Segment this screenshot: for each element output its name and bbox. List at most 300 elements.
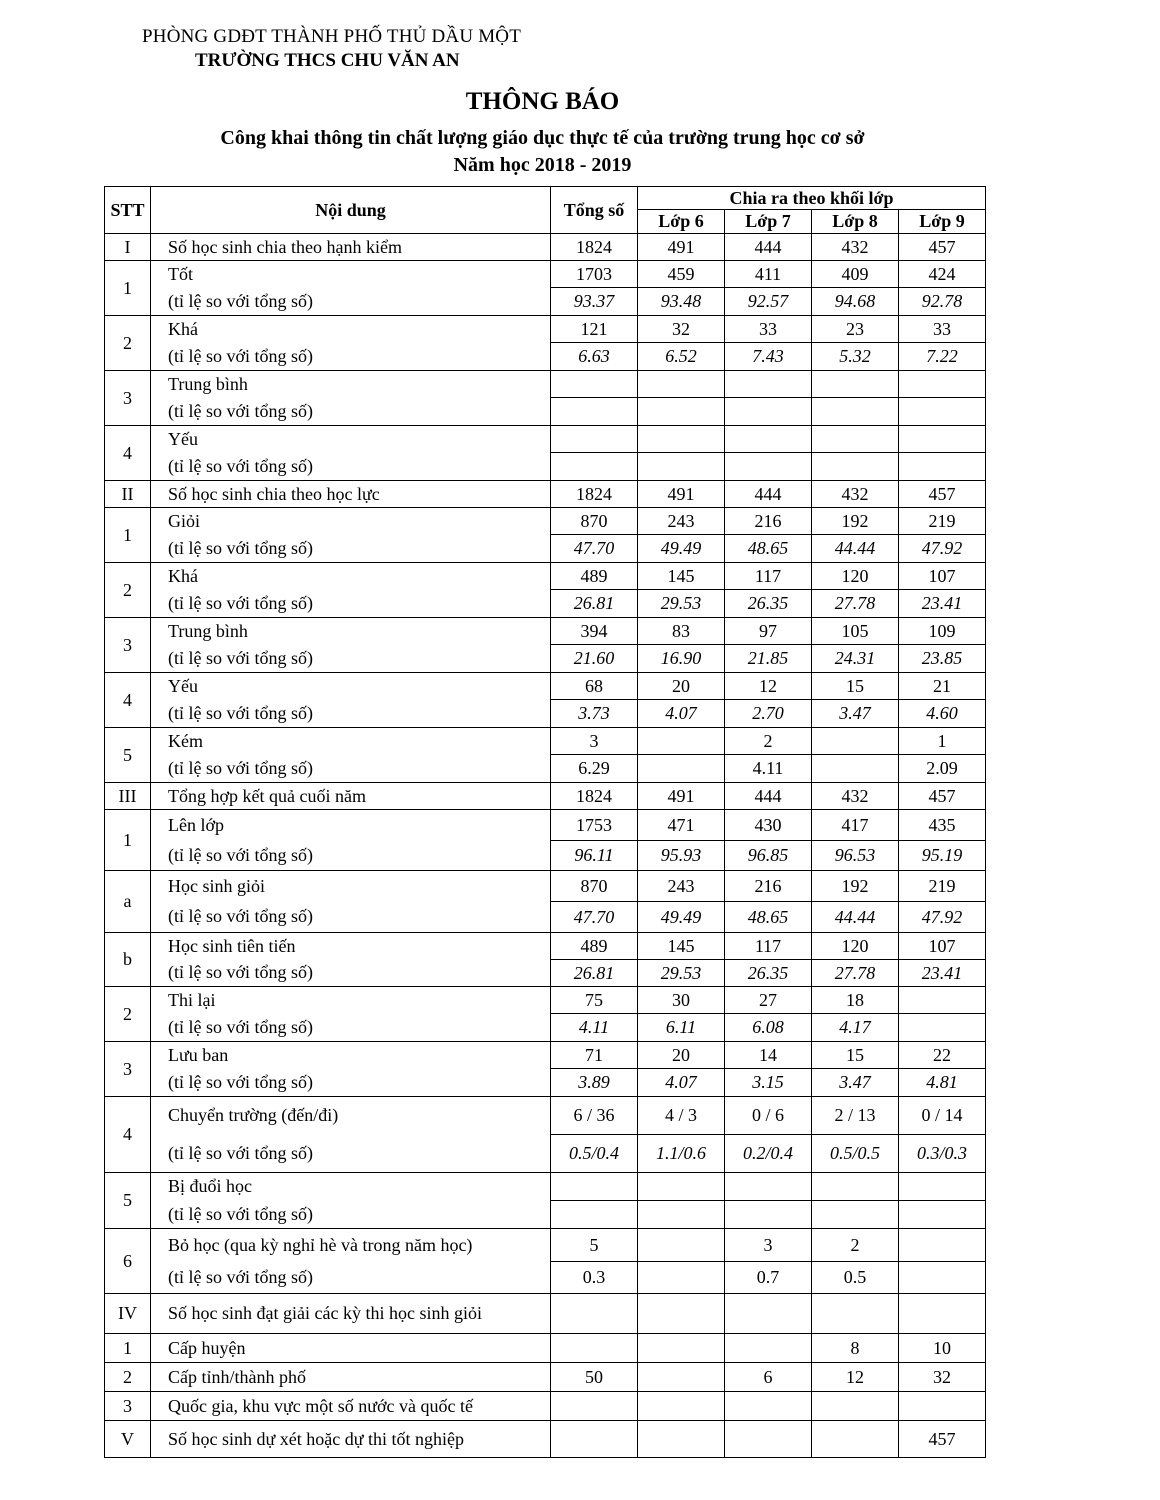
row-value bbox=[899, 987, 986, 1014]
section-row bbox=[105, 783, 986, 810]
row-value: 192 bbox=[812, 508, 899, 535]
row-value: 23 bbox=[812, 316, 899, 343]
row-ratio-value bbox=[551, 398, 638, 426]
row-value bbox=[725, 1334, 812, 1363]
row-stt: 3 bbox=[105, 371, 151, 426]
table-row-ratio bbox=[105, 960, 986, 987]
row-value: 411 bbox=[725, 261, 812, 288]
row-value: 30 bbox=[638, 987, 725, 1014]
row-value: 5 bbox=[551, 1229, 638, 1262]
table-row-ratio bbox=[105, 1135, 986, 1173]
row-label: Tốt bbox=[151, 261, 551, 288]
row-ratio-value bbox=[551, 453, 638, 481]
row-stt: III bbox=[105, 783, 151, 810]
row-stt: 1 bbox=[105, 508, 151, 563]
table-row-ratio bbox=[105, 1262, 986, 1294]
row-value: 117 bbox=[725, 563, 812, 590]
table-row bbox=[105, 728, 986, 755]
row-value bbox=[812, 1294, 899, 1334]
table-row-ratio bbox=[105, 1069, 986, 1097]
table-row bbox=[105, 871, 986, 902]
row-ratio-label: (tỉ lệ so với tổng số) bbox=[151, 841, 551, 871]
row-value bbox=[899, 1173, 986, 1201]
row-ratio-value: 47.92 bbox=[899, 535, 986, 563]
row-value: 117 bbox=[725, 933, 812, 960]
row-ratio-value: 29.53 bbox=[638, 590, 725, 618]
row-value: 491 bbox=[638, 481, 725, 508]
row-stt: 3 bbox=[105, 1042, 151, 1097]
table-row bbox=[105, 618, 986, 645]
row-ratio-value: 3.89 bbox=[551, 1069, 638, 1097]
row-value bbox=[812, 1392, 899, 1421]
row-label: Kém bbox=[151, 728, 551, 755]
row-value: 444 bbox=[725, 783, 812, 810]
row-ratio-value: 0.2/0.4 bbox=[725, 1135, 812, 1173]
table-body bbox=[105, 234, 986, 1458]
row-ratio-value: 49.49 bbox=[638, 902, 725, 933]
row-value: 432 bbox=[812, 481, 899, 508]
statistics-table bbox=[104, 186, 986, 1458]
row-value: 97 bbox=[725, 618, 812, 645]
row-ratio-value: 1.1/0.6 bbox=[638, 1135, 725, 1173]
row-value: 15 bbox=[812, 1042, 899, 1069]
table-row-ratio bbox=[105, 755, 986, 783]
row-value bbox=[551, 1392, 638, 1421]
row-ratio-value: 93.37 bbox=[551, 288, 638, 316]
row-value: 444 bbox=[725, 481, 812, 508]
row-value: 6 bbox=[725, 1363, 812, 1392]
row-ratio-value: 4.81 bbox=[899, 1069, 986, 1097]
row-ratio-value: 47.92 bbox=[899, 902, 986, 933]
row-label: Bỏ học (qua kỳ nghỉ hè và trong năm học) bbox=[151, 1229, 551, 1262]
row-ratio-value: 26.81 bbox=[551, 960, 638, 987]
row-value: 68 bbox=[551, 673, 638, 700]
row-ratio-value: 95.19 bbox=[899, 841, 986, 871]
section-label: Số học sinh đạt giải các kỳ thi học sinh giỏi bbox=[151, 1294, 551, 1334]
row-value bbox=[899, 1392, 986, 1421]
row-label: Trung bình bbox=[151, 618, 551, 645]
row-value: 489 bbox=[551, 933, 638, 960]
row-ratio-value: 2.09 bbox=[899, 755, 986, 783]
row-value bbox=[725, 1392, 812, 1421]
row-value: 1824 bbox=[551, 481, 638, 508]
section-row bbox=[105, 1294, 986, 1334]
row-ratio-value bbox=[638, 755, 725, 783]
row-value: 219 bbox=[899, 871, 986, 902]
row-ratio-label: (tỉ lệ so với tổng số) bbox=[151, 700, 551, 728]
row-ratio-value: 92.78 bbox=[899, 288, 986, 316]
row-value: 430 bbox=[725, 810, 812, 841]
row-ratio-value: 27.78 bbox=[812, 590, 899, 618]
row-value bbox=[812, 1173, 899, 1201]
row-value: 10 bbox=[899, 1334, 986, 1363]
document-subtitle: Công khai thông tin chất lượng giáo dục thực tế của trường trung học cơ sở bbox=[220, 127, 865, 149]
row-ratio-value bbox=[725, 398, 812, 426]
row-label: Thi lại bbox=[151, 987, 551, 1014]
row-value: 457 bbox=[899, 783, 986, 810]
row-ratio-label: (tỉ lệ so với tổng số) bbox=[151, 902, 551, 933]
row-value bbox=[812, 371, 899, 398]
row-ratio-label: (tỉ lệ so với tổng số) bbox=[151, 1135, 551, 1173]
row-ratio-value bbox=[899, 1201, 986, 1229]
row-stt: 4 bbox=[105, 1097, 151, 1173]
row-ratio-value: 96.11 bbox=[551, 841, 638, 871]
row-label: Khá bbox=[151, 316, 551, 343]
row-label: Yếu bbox=[151, 426, 551, 453]
row-label: Trung bình bbox=[151, 371, 551, 398]
row-ratio-value: 3.15 bbox=[725, 1069, 812, 1097]
row-ratio-value: 93.48 bbox=[638, 288, 725, 316]
row-value bbox=[638, 1334, 725, 1363]
row-value: 12 bbox=[812, 1363, 899, 1392]
row-ratio-value: 29.53 bbox=[638, 960, 725, 987]
row-ratio-value: 6.52 bbox=[638, 343, 725, 371]
row-ratio-value: 3.73 bbox=[551, 700, 638, 728]
table-row bbox=[105, 426, 986, 453]
row-ratio-value: 44.44 bbox=[812, 535, 899, 563]
row-label: Yếu bbox=[151, 673, 551, 700]
row-ratio-value bbox=[638, 1201, 725, 1229]
row-ratio-value: 21.85 bbox=[725, 645, 812, 673]
row-value: 14 bbox=[725, 1042, 812, 1069]
row-ratio-value: 0.3 bbox=[551, 1262, 638, 1294]
row-value bbox=[899, 371, 986, 398]
row-ratio-value: 26.81 bbox=[551, 590, 638, 618]
row-ratio-value: 96.53 bbox=[812, 841, 899, 871]
row-label: Giỏi bbox=[151, 508, 551, 535]
table-row bbox=[105, 1173, 986, 1201]
row-ratio-value: 6.11 bbox=[638, 1014, 725, 1042]
row-value: 435 bbox=[899, 810, 986, 841]
row-value: 489 bbox=[551, 563, 638, 590]
row-ratio-value: 4.07 bbox=[638, 700, 725, 728]
row-value: 216 bbox=[725, 871, 812, 902]
row-ratio-value bbox=[551, 1201, 638, 1229]
section-label: Số học sinh chia theo học lực bbox=[151, 481, 551, 508]
row-value: 3 bbox=[725, 1229, 812, 1262]
department-name: PHÒNG GDĐT THÀNH PHỐ THỦ DẦU MỘT bbox=[142, 26, 522, 47]
row-value: 870 bbox=[551, 871, 638, 902]
header-grade: Lớp 8 bbox=[812, 210, 899, 234]
row-ratio-value: 7.22 bbox=[899, 343, 986, 371]
row-stt: a bbox=[105, 871, 151, 933]
row-stt: 2 bbox=[105, 987, 151, 1042]
row-value: 243 bbox=[638, 508, 725, 535]
row-value bbox=[638, 371, 725, 398]
header-grade: Lớp 7 bbox=[725, 210, 812, 234]
row-ratio-value bbox=[899, 453, 986, 481]
table-row bbox=[105, 673, 986, 700]
table-row bbox=[105, 1363, 986, 1392]
row-stt: 5 bbox=[105, 728, 151, 783]
row-ratio-label: (tỉ lệ so với tổng số) bbox=[151, 1069, 551, 1097]
row-value: 457 bbox=[899, 1421, 986, 1458]
row-value bbox=[812, 426, 899, 453]
table-row-ratio bbox=[105, 841, 986, 871]
row-label: Học sinh giỏi bbox=[151, 871, 551, 902]
table-row-ratio bbox=[105, 902, 986, 933]
section-label: Tổng hợp kết quả cuối năm bbox=[151, 783, 551, 810]
row-ratio-label: (tỉ lệ so với tổng số) bbox=[151, 590, 551, 618]
row-label: Chuyển trường (đến/đi) bbox=[151, 1097, 551, 1135]
row-value bbox=[812, 1421, 899, 1458]
row-value: 75 bbox=[551, 987, 638, 1014]
row-ratio-value: 0.7 bbox=[725, 1262, 812, 1294]
row-value: 50 bbox=[551, 1363, 638, 1392]
section-row bbox=[105, 1421, 986, 1458]
row-value: 27 bbox=[725, 987, 812, 1014]
row-ratio-value bbox=[899, 1262, 986, 1294]
row-value: 424 bbox=[899, 261, 986, 288]
row-ratio-value: 48.65 bbox=[725, 535, 812, 563]
table-row-ratio bbox=[105, 1014, 986, 1042]
row-value: 2 bbox=[725, 728, 812, 755]
row-label: Khá bbox=[151, 563, 551, 590]
row-ratio-value: 23.85 bbox=[899, 645, 986, 673]
row-stt: 2 bbox=[105, 1363, 151, 1392]
row-ratio-value: 4.17 bbox=[812, 1014, 899, 1042]
row-value: 1824 bbox=[551, 783, 638, 810]
row-value: 870 bbox=[551, 508, 638, 535]
row-stt: b bbox=[105, 933, 151, 987]
row-value bbox=[551, 426, 638, 453]
row-ratio-label: (tỉ lệ so với tổng số) bbox=[151, 288, 551, 316]
row-ratio-value: 95.93 bbox=[638, 841, 725, 871]
section-row bbox=[105, 234, 986, 261]
row-value: 120 bbox=[812, 933, 899, 960]
row-ratio-value: 26.35 bbox=[725, 590, 812, 618]
row-stt: 4 bbox=[105, 673, 151, 728]
row-value: 457 bbox=[899, 481, 986, 508]
row-value: 22 bbox=[899, 1042, 986, 1069]
row-ratio-value: 21.60 bbox=[551, 645, 638, 673]
row-value bbox=[638, 1392, 725, 1421]
row-value: 432 bbox=[812, 234, 899, 261]
row-ratio-value bbox=[812, 398, 899, 426]
row-ratio-value: 2.70 bbox=[725, 700, 812, 728]
row-ratio-value: 0.3/0.3 bbox=[899, 1135, 986, 1173]
row-ratio-label: (tỉ lệ so với tổng số) bbox=[151, 1201, 551, 1229]
row-value: 1824 bbox=[551, 234, 638, 261]
row-value: 15 bbox=[812, 673, 899, 700]
row-value: 491 bbox=[638, 234, 725, 261]
table-row-ratio bbox=[105, 1201, 986, 1229]
row-ratio-value: 4.11 bbox=[725, 755, 812, 783]
header-grade: Lớp 9 bbox=[899, 210, 986, 234]
row-value: 109 bbox=[899, 618, 986, 645]
table-row bbox=[105, 261, 986, 288]
table-row-ratio bbox=[105, 398, 986, 426]
row-value: 3 bbox=[551, 728, 638, 755]
row-value: 459 bbox=[638, 261, 725, 288]
table-row bbox=[105, 1097, 986, 1135]
row-ratio-value: 7.43 bbox=[725, 343, 812, 371]
row-value bbox=[725, 426, 812, 453]
row-ratio-label: (tỉ lệ so với tổng số) bbox=[151, 645, 551, 673]
table-row bbox=[105, 316, 986, 343]
row-value: 12 bbox=[725, 673, 812, 700]
row-ratio-value bbox=[812, 453, 899, 481]
row-value bbox=[551, 371, 638, 398]
row-ratio-value bbox=[638, 453, 725, 481]
row-ratio-value: 16.90 bbox=[638, 645, 725, 673]
row-ratio-value: 44.44 bbox=[812, 902, 899, 933]
row-stt: II bbox=[105, 481, 151, 508]
row-value: 20 bbox=[638, 673, 725, 700]
row-stt: I bbox=[105, 234, 151, 261]
row-label: Lên lớp bbox=[151, 810, 551, 841]
row-ratio-value: 23.41 bbox=[899, 590, 986, 618]
row-ratio-value: 0.5/0.4 bbox=[551, 1135, 638, 1173]
row-label: Bị đuổi học bbox=[151, 1173, 551, 1201]
table-row-ratio bbox=[105, 645, 986, 673]
row-value bbox=[812, 728, 899, 755]
row-ratio-value: 26.35 bbox=[725, 960, 812, 987]
row-ratio-value bbox=[812, 1201, 899, 1229]
row-ratio-value: 48.65 bbox=[725, 902, 812, 933]
table-row-ratio bbox=[105, 288, 986, 316]
table-row bbox=[105, 1392, 986, 1421]
row-value bbox=[638, 426, 725, 453]
table-row bbox=[105, 1042, 986, 1069]
row-stt: 4 bbox=[105, 426, 151, 481]
row-value: 33 bbox=[725, 316, 812, 343]
row-value: 1 bbox=[899, 728, 986, 755]
row-value: 4 / 3 bbox=[638, 1097, 725, 1135]
row-value: 417 bbox=[812, 810, 899, 841]
row-label: Cấp huyện bbox=[151, 1334, 551, 1363]
row-ratio-value: 47.70 bbox=[551, 535, 638, 563]
row-ratio-value: 0.5/0.5 bbox=[812, 1135, 899, 1173]
row-value bbox=[638, 728, 725, 755]
row-ratio-value: 23.41 bbox=[899, 960, 986, 987]
row-stt: 1 bbox=[105, 1334, 151, 1363]
row-value: 145 bbox=[638, 563, 725, 590]
row-value: 0 / 14 bbox=[899, 1097, 986, 1135]
row-ratio-value: 3.47 bbox=[812, 1069, 899, 1097]
header-total: Tổng số bbox=[551, 187, 638, 234]
section-label: Số học sinh dự xét hoặc dự thi tốt nghiệp bbox=[151, 1421, 551, 1458]
row-ratio-label: (tỉ lệ so với tổng số) bbox=[151, 453, 551, 481]
table-row-ratio bbox=[105, 453, 986, 481]
row-value bbox=[899, 426, 986, 453]
table-row-ratio bbox=[105, 590, 986, 618]
row-label: Cấp tỉnh/thành phố bbox=[151, 1363, 551, 1392]
row-stt: 3 bbox=[105, 618, 151, 673]
row-stt: 1 bbox=[105, 261, 151, 316]
row-stt: V bbox=[105, 1421, 151, 1458]
row-value: 243 bbox=[638, 871, 725, 902]
row-stt: 1 bbox=[105, 810, 151, 871]
row-value bbox=[638, 1363, 725, 1392]
header-content: Nội dung bbox=[151, 187, 551, 234]
row-ratio-value bbox=[812, 755, 899, 783]
row-value: 6 / 36 bbox=[551, 1097, 638, 1135]
row-label: Lưu ban bbox=[151, 1042, 551, 1069]
table-row bbox=[105, 810, 986, 841]
row-ratio-label: (tỉ lệ so với tổng số) bbox=[151, 398, 551, 426]
row-ratio-value: 24.31 bbox=[812, 645, 899, 673]
row-ratio-label: (tỉ lệ so với tổng số) bbox=[151, 1014, 551, 1042]
row-ratio-label: (tỉ lệ so với tổng số) bbox=[151, 960, 551, 987]
row-ratio-value: 4.11 bbox=[551, 1014, 638, 1042]
row-value bbox=[638, 1421, 725, 1458]
row-ratio-value bbox=[638, 1262, 725, 1294]
row-ratio-label: (tỉ lệ so với tổng số) bbox=[151, 343, 551, 371]
row-value: 471 bbox=[638, 810, 725, 841]
row-ratio-label: (tỉ lệ so với tổng số) bbox=[151, 755, 551, 783]
row-ratio-value: 92.57 bbox=[725, 288, 812, 316]
row-value: 107 bbox=[899, 563, 986, 590]
row-value: 216 bbox=[725, 508, 812, 535]
row-value bbox=[551, 1173, 638, 1201]
row-value: 33 bbox=[899, 316, 986, 343]
row-value: 394 bbox=[551, 618, 638, 645]
row-value bbox=[638, 1294, 725, 1334]
row-value: 2 / 13 bbox=[812, 1097, 899, 1135]
row-value: 2 bbox=[812, 1229, 899, 1262]
row-ratio-value: 4.60 bbox=[899, 700, 986, 728]
row-ratio-value: 0.5 bbox=[812, 1262, 899, 1294]
row-ratio-label: (tỉ lệ so với tổng số) bbox=[151, 535, 551, 563]
table-row-ratio bbox=[105, 700, 986, 728]
row-value: 1753 bbox=[551, 810, 638, 841]
row-value: 409 bbox=[812, 261, 899, 288]
row-ratio-value: 96.85 bbox=[725, 841, 812, 871]
row-value: 20 bbox=[638, 1042, 725, 1069]
row-stt: 2 bbox=[105, 316, 151, 371]
row-ratio-value: 5.32 bbox=[812, 343, 899, 371]
document-title: THÔNG BÁO bbox=[465, 88, 620, 115]
row-value: 21 bbox=[899, 673, 986, 700]
row-value: 444 bbox=[725, 234, 812, 261]
row-ratio-value bbox=[638, 398, 725, 426]
row-stt: 3 bbox=[105, 1392, 151, 1421]
table-row bbox=[105, 563, 986, 590]
row-ratio-label: (tỉ lệ so với tổng số) bbox=[151, 1262, 551, 1294]
row-value bbox=[551, 1294, 638, 1334]
row-value: 83 bbox=[638, 618, 725, 645]
row-value bbox=[638, 1173, 725, 1201]
row-value bbox=[899, 1229, 986, 1262]
row-value: 8 bbox=[812, 1334, 899, 1363]
row-value: 0 / 6 bbox=[725, 1097, 812, 1135]
row-stt: IV bbox=[105, 1294, 151, 1334]
row-ratio-value: 94.68 bbox=[812, 288, 899, 316]
row-value bbox=[725, 371, 812, 398]
row-value bbox=[725, 1294, 812, 1334]
row-value: 105 bbox=[812, 618, 899, 645]
row-stt: 2 bbox=[105, 563, 151, 618]
school-name: TRƯỜNG THCS CHU VĂN AN bbox=[195, 50, 460, 71]
row-value: 145 bbox=[638, 933, 725, 960]
row-ratio-value bbox=[899, 398, 986, 426]
table-row bbox=[105, 1229, 986, 1262]
row-value: 432 bbox=[812, 783, 899, 810]
table-row bbox=[105, 1334, 986, 1363]
row-value: 1703 bbox=[551, 261, 638, 288]
row-ratio-value bbox=[725, 1201, 812, 1229]
row-value: 107 bbox=[899, 933, 986, 960]
row-stt: 5 bbox=[105, 1173, 151, 1229]
row-ratio-value: 6.63 bbox=[551, 343, 638, 371]
table-row bbox=[105, 987, 986, 1014]
table-row-ratio bbox=[105, 535, 986, 563]
row-value: 71 bbox=[551, 1042, 638, 1069]
row-value bbox=[725, 1173, 812, 1201]
row-label: Học sinh tiên tiến bbox=[151, 933, 551, 960]
row-value: 32 bbox=[638, 316, 725, 343]
